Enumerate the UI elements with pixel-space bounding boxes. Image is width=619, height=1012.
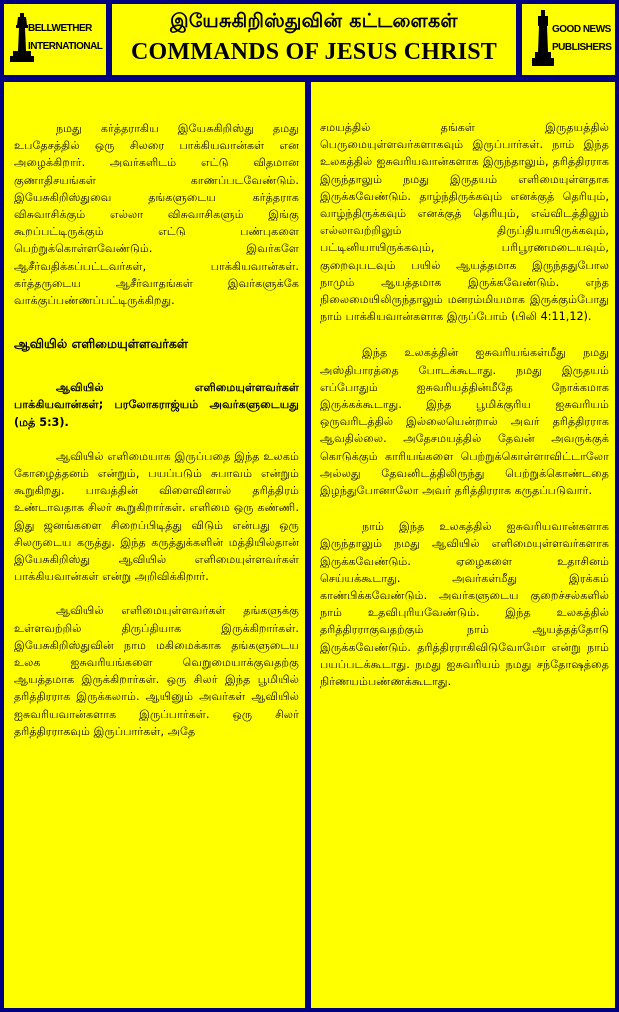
tower-icon xyxy=(532,10,554,68)
title-banner xyxy=(112,4,516,75)
bellwether-logo xyxy=(4,4,106,75)
good-news-logo xyxy=(522,4,615,75)
good-news-line-1: GOOD NEWS xyxy=(552,24,611,35)
body-paragraph: சமயத்தில் தங்கள் இருதயத்தில் பெருமையுள்ளவர்களாகவும் இருப்பார்கள். நாம் இந்த உலகத்தில் ஐசுவரியவான்களாக இருந்தாலும், தரித்திரராக இருந்தாலும் நமது இருதயம் எளிமையுள்ளதாக இருக்கவேண்டும். தாழ்ந்திருக்கவும் எனக்குத் தெரியும், வாழ்ந்திருக்கவும் எனக்குத் தெரியும், எவ்விடத்திலும் எல்லாவற்றிலும் திருப்தியாயிருக்கவும், பட்டினியாயிருக்கவும், பரிபூரணமடையவும், குறைவுபடவும் பயில் ஆயத்தமாக இருந்ததுபோல நாமும் ஆயத்தமாக இருக்கவேண்டும். எந்த நிலைமையிலிருந்தாலும் மனரம்மியமாக இருக்கும்போது நாம் பாக்கியவான்களாக இருப்போம் (பிலி 4:11,12). xyxy=(320,121,609,324)
bellwether-line-2: INTERNATIONAL xyxy=(28,41,103,52)
bellwether-line-1: BELLWETHER xyxy=(28,23,92,34)
verse-quote: ஆவியில் எளிமையுள்ளவர்கள் பாக்கியவான்கள்; பரலோகராஜ்யம் அவர்களுடையது (மத் 5:3). xyxy=(14,381,299,429)
good-news-line-2: PUBLISHERS xyxy=(552,42,612,53)
intro-paragraph: நமது கர்த்தராகிய இயேசுகிறிஸ்து தமது உபதேசத்தில் ஒரு சிலரை பாக்கியவான்கள் என அழைக்கிறார். அவர்களிடம் எட்டு விதமான குணாதிசயங்கள் காணப்படவேண்டும். இயேசுகிறிஸ்துவை தங்களுடைய கர்த்தராக விசுவாசிக்கும் எல்லா விசுவாசிகளும் இங்கு கூறப்பட்டிருக்கும் எட்டு பண்புகளை பெற்றுக்கொள்ளவேண்டும். இவர்களே ஆசீர்வதிக்கப்பட்டவர்கள், பாக்கியவான்கள். கர்த்தருடைய ஆசீர்வாதங்கள் இவர்களுக்கே வாக்குப்பண்ணப்பட்டிருக்கிறது. xyxy=(14,122,299,308)
body-paragraph: ஆவியில் எளிமையுள்ளவர்கள் தங்களுக்கு உள்ளவற்றில் திருப்தியாக இருக்கிறார்கள். இயேசுகிறிஸ்துவின் நாம மகிமைக்காக தங்களுடைய உலக ஐசுவரியங்களை வெறுமையாக்குவதற்கு ஆயத்தமாக இருக்கிறார்கள். ஒரு சிலர் இந்த பூமியில் தரித்திரராக இருக்கலாம். ஆயினும் அவர்கள் ஆவியில் ஐசுவரியவான்களாக இருப்பார்கள். ஒரு சிலர் தரித்திரராகவும் இருப்பார்கள், அதே xyxy=(14,604,299,738)
body-paragraph: நாம் இந்த உலகத்தில் ஐசுவரியவான்களாக இருந்தாலும் நமது ஆவியில் எளிமையுள்ளவர்களாக இருக்கவேண்டும். ஏழைகளை உதாசினம் செய்யக்கூடாது. அவர்கள்மீது இரக்கம் காண்பிக்கவேண்டும். அவர்களுடைய குறைச்சல்களில் நாம் உதவிபுரியவேண்டும். இந்த உலகத்தில் தரித்திரராகுவதற்கும் நாம் ஆயத்தத்தோடு இருக்கவேண்டும். தரித்திரராகிவிடுவோமோ என்று நாம் பயப்படக்கூடாது. நமது ஐசுவரியம் நமது சந்தோஷத்தை நிர்ணயம்பண்ணக்கூடாது. xyxy=(320,520,609,689)
page-title-english: COMMANDS OF JESUS CHRIST xyxy=(131,39,497,65)
page-title-tamil: இயேசுகிறிஸ்துவின் கட்டளைகள் xyxy=(170,10,458,32)
body-paragraph: இந்த உலகத்தின் ஐசுவரியங்கள்மீது நமது அஸ்திபாரத்தை போடக்கூடாது. நமது இருதயம் எப்போதும் ஐசுவரியத்தின்மீதே நோக்கமாக இருக்கக்கூடாது. இந்த பூமிக்குரிய ஐசுவரியம் ஒருவரிடத்தில் இல்லையென்றால் அவர் தரித்திரராக ஆவதில்லை. அதேசமயத்தில் தேவன் அவருக்குக் கொடுக்கும் காரியங்களை பெற்றுக்கொள்ளாவிட்டாலோ அல்லது தேவனிடத்திலிருந்து பெற்றுக்கொண்டதை இழந்துபோனாலோ அவர் தரித்திரராக கருதப்படுவார். xyxy=(320,346,609,498)
section-heading: ஆவியில் எளிமையுள்ளவர்கள் xyxy=(14,336,189,352)
right-column xyxy=(311,82,615,1008)
body-paragraph: ஆவியில் எளிமையாக இருப்பதை இந்த உலகம் கோழைத்தனம் என்றும், பயப்படும் சுபாவம் என்றும் கூறுகிறது. பாவத்தின் விளைவினால் தரித்திரம் உண்டாவதாக சிலர் கூறுகிறார்கள். எளிமை ஒரு கண்ணி. இது ஜனங்களை சிறைப்பிடித்து விடும் என்பது ஒரு சிலருடைய கருத்து. இந்த கருத்துக்களின் மத்தியில்தான் இயேசுகிறிஸ்து ஆவியில் எளிமையுள்ளவர்கள் பாக்கியவான்கள் என்று அறிவிக்கிறார். xyxy=(14,449,299,584)
left-column xyxy=(4,82,305,1008)
